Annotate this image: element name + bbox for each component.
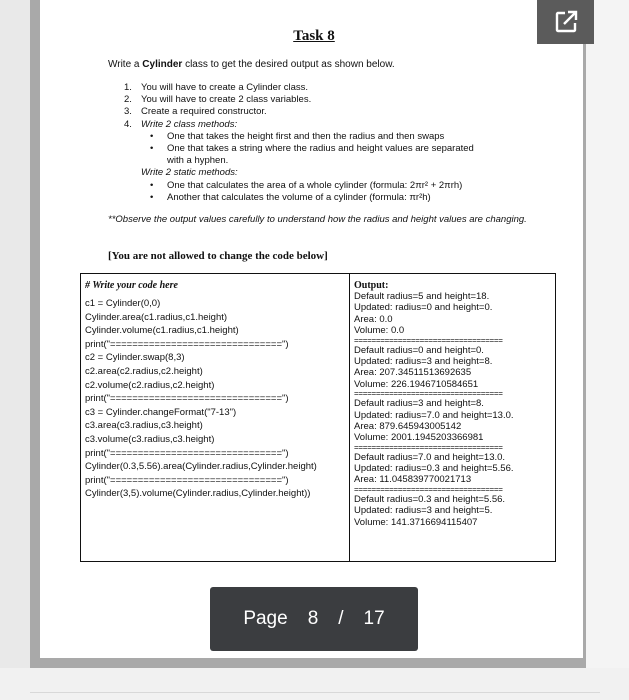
code-line: c3 = Cylinder.changeFormat("7-13") — [85, 406, 237, 418]
code-line: print("===============================") — [85, 393, 289, 405]
code-line: c2.volume(c2.radius,c2.height) — [85, 379, 215, 391]
output-line: Updated: radius=7.0 and height=13.0. — [354, 409, 514, 421]
code-lines — [85, 297, 347, 501]
code-line: print("===============================") — [85, 474, 289, 486]
code-line: c3.volume(c3.radius,c3.height) — [85, 433, 215, 445]
output-line: Default radius=3 and height=8. — [354, 398, 484, 410]
output-separator: ================================== — [354, 336, 503, 345]
viewer-right-rail — [586, 0, 629, 700]
notice: [You are not allowed to change the code below] — [108, 250, 328, 262]
output-line: Volume: 0.0 — [354, 325, 405, 337]
intro-text: Write a Cylinder class to get the desired output as shown below. — [108, 59, 395, 70]
output-line: Updated: radius=3 and height=5. — [354, 505, 493, 517]
code-table — [80, 273, 556, 562]
list-item: • One that takes the height first and then the radius and then swaps — [150, 130, 445, 142]
expand-button[interactable] — [537, 0, 594, 44]
code-heading: # Write your code here — [85, 280, 178, 291]
code-line: c2.area(c2.radius,c2.height) — [85, 365, 203, 377]
output-lines — [354, 291, 554, 528]
requirements-list — [124, 82, 474, 204]
output-separator: ================================== — [354, 390, 503, 399]
document-page — [40, 0, 583, 658]
code-line: Cylinder(3,5).volume(Cylinder.radius,Cylinder.height)) — [85, 488, 311, 500]
output-line: Area: 11.045839770021713 — [354, 474, 472, 486]
list-item: • Another that calculates the volume of a cylinder (formula: πr²h) — [150, 191, 431, 203]
list-item: • One that takes a string where the radius and height values are separated — [150, 143, 474, 155]
list-item: 4. Write 2 class methods: — [124, 118, 238, 130]
code-line: print("===============================") — [85, 338, 289, 350]
output-line: Volume: 2001.1945203366981 — [354, 432, 484, 444]
page-label: Page — [243, 608, 288, 629]
total-pages: 17 — [363, 608, 385, 629]
page-title: Task 8 — [293, 28, 335, 44]
page-divider: / — [338, 608, 344, 629]
output-line: Default radius=0.3 and height=5.56. — [354, 493, 506, 505]
output-line: Area: 879.645943005142 — [354, 420, 462, 432]
output-line: Default radius=7.0 and height=13.0. — [354, 451, 506, 463]
viewer-left-rail — [0, 0, 30, 700]
output-line: Default radius=0 and height=0. — [354, 344, 484, 356]
list-item: with a hyphen. — [167, 155, 229, 167]
current-page: 8 — [307, 608, 319, 629]
output-line: Volume: 226.1946710584651 — [354, 378, 479, 390]
output-line: Updated: radius=3 and height=8. — [354, 355, 493, 367]
list-item: 1. You will have to create a Cylinder class. — [124, 82, 309, 93]
output-line: Volume: 141.3716694115407 — [354, 516, 478, 528]
output-line: Default radius=5 and height=18. — [354, 291, 490, 302]
output-separator: ================================== — [354, 443, 503, 452]
code-line: Cylinder.area(c1.radius,c1.height) — [85, 311, 228, 323]
output-separator: ================================== — [354, 485, 503, 494]
output-line: Updated: radius=0.3 and height=5.56. — [354, 463, 514, 475]
expand-icon — [552, 8, 580, 36]
list-item: • One that calculates the area of a whole cylinder (formula: 2πr² + 2πrh) — [150, 179, 463, 191]
static-heading: Write 2 static methods: — [141, 167, 238, 179]
code-line: Cylinder(0.3,5.56).area(Cylinder.radius,Cylinder.height) — [85, 461, 317, 473]
output-line: Area: 0.0 — [354, 313, 393, 325]
table-divider — [349, 274, 350, 561]
code-line: c2 = Cylinder.swap(8,3) — [85, 352, 185, 364]
class-name: Cylinder — [142, 59, 183, 70]
code-line: c1 = Cylinder(0,0) — [85, 298, 161, 309]
output-column — [354, 280, 554, 528]
list-item: 2. You will have to create 2 class variables. — [124, 94, 312, 106]
code-line: Cylinder.volume(c1.radius,c1.height) — [85, 325, 239, 337]
viewer-bottom-area — [0, 668, 629, 700]
output-heading: Output: — [354, 280, 389, 291]
code-line: print("===============================") — [85, 447, 289, 459]
divider — [30, 692, 600, 693]
code-line: c3.area(c3.radius,c3.height) — [85, 420, 203, 432]
list-item: 3. Create a required constructor. — [124, 106, 267, 118]
page-indicator — [210, 587, 418, 651]
output-line: Updated: radius=0 and height=0. — [354, 302, 493, 314]
code-column — [85, 280, 347, 501]
observe-note: **Observe the output values carefully to understand how the radius and height values are changing. — [108, 214, 527, 225]
output-line: Area: 207.34511513692635 — [354, 367, 472, 379]
